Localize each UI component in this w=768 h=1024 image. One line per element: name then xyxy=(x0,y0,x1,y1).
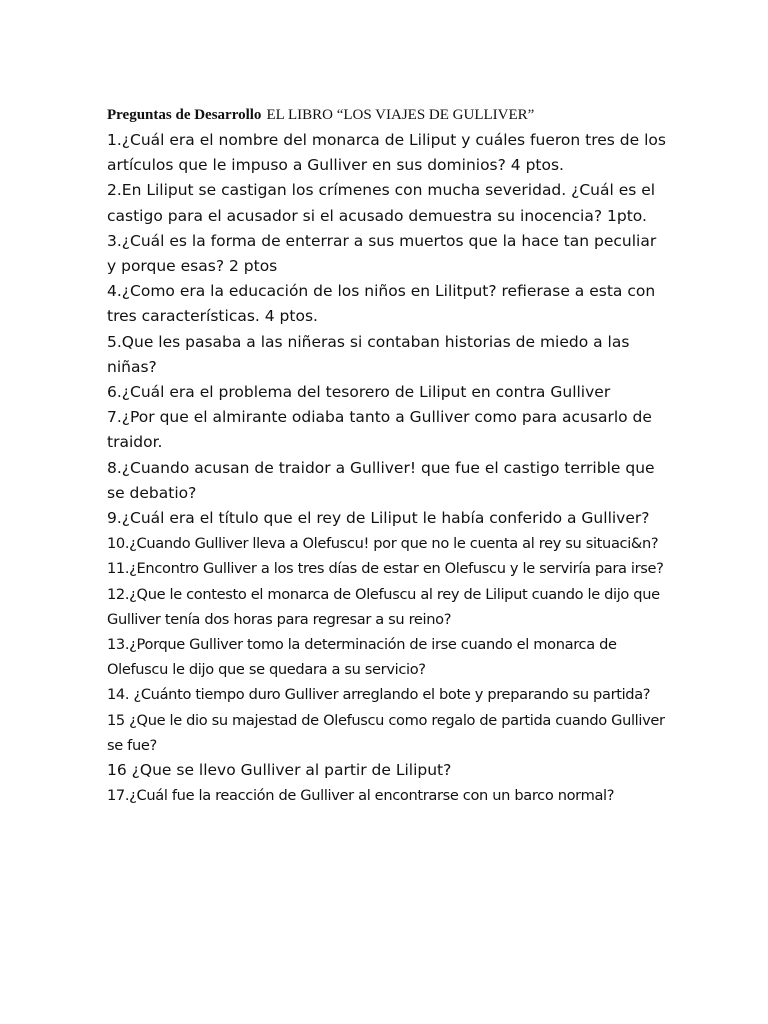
question-11: 11.¿Encontro Gulliver a los tres días de estar en Olefuscu y le serviría para irse? xyxy=(107,560,664,578)
question-4: 4.¿Como era la educación de los niños en Lilitput? refierase a esta con tres características. 4 ptos. xyxy=(107,282,656,326)
document-heading xyxy=(107,107,534,124)
question-12: 12.¿Que le contesto el monarca de Olefuscu al rey de Liliput cuando le dijo que Gulliver tenía dos horas para regresar a su reino? xyxy=(107,585,660,628)
question-17: 17.¿Cuál fue la reacción de Gulliver al encontrarse con un barco normal? xyxy=(107,787,615,805)
question-5: 5.Que les pasaba a las niñeras si contaban historias de miedo a las niñas? xyxy=(107,332,630,376)
question-6: 6.¿Cuál era el problema del tesorero de Liliput en contra Gulliver xyxy=(107,383,611,402)
question-14: 14. ¿Cuánto tiempo duro Gulliver arreglando el bote y preparando su partida? xyxy=(107,686,651,704)
question-15: 15 ¿Que le dio su majestad de Olefuscu como regalo de partida cuando Gulliver se fue? xyxy=(107,711,665,754)
question-16: 16 ¿Que se llevo Gulliver al partir de Liliput? xyxy=(107,761,452,780)
question-3: 3.¿Cuál es la forma de enterrar a sus muertos que la hace tan peculiar y porque esas? 2 ptos xyxy=(107,231,657,276)
question-9: 9.¿Cuál era el título que el rey de Liliput le había conferido a Gulliver? xyxy=(107,509,650,528)
question-13: 13.¿Porque Gulliver tomo la determinación de irse cuando el monarca de Olefuscu le dijo que se quedara a su servicio? xyxy=(107,636,617,679)
question-list xyxy=(107,128,667,808)
question-8: 8.¿Cuando acusan de traidor a Gulliver! que fue el castigo terrible que se debatio? xyxy=(107,458,655,502)
question-7: 7.¿Por que el almirante odiaba tanto a Gulliver como para acusarlo de traidor. xyxy=(107,408,652,452)
heading-questions-label: Preguntas de Desarrollo xyxy=(107,107,262,123)
question-10: 10.¿Cuando Gulliver lleva a Olefuscu! por que no le cuenta al rey su situaci&n? xyxy=(107,535,659,553)
question-2: 2.En Liliput se castigan los crímenes con mucha severidad. ¿Cuál es el castigo para el acusador si el acusado demuestra su inocencia? 1pto. xyxy=(107,181,656,225)
question-1: 1.¿Cuál era el nombre del monarca de Liliput y cuáles fueron tres de los artículos que le impuso a Gulliver en sus dominios? 4 ptos. xyxy=(107,131,666,175)
heading-book-title: EL LIBRO “LOS VIAJES DE GULLIVER” xyxy=(266,107,535,123)
